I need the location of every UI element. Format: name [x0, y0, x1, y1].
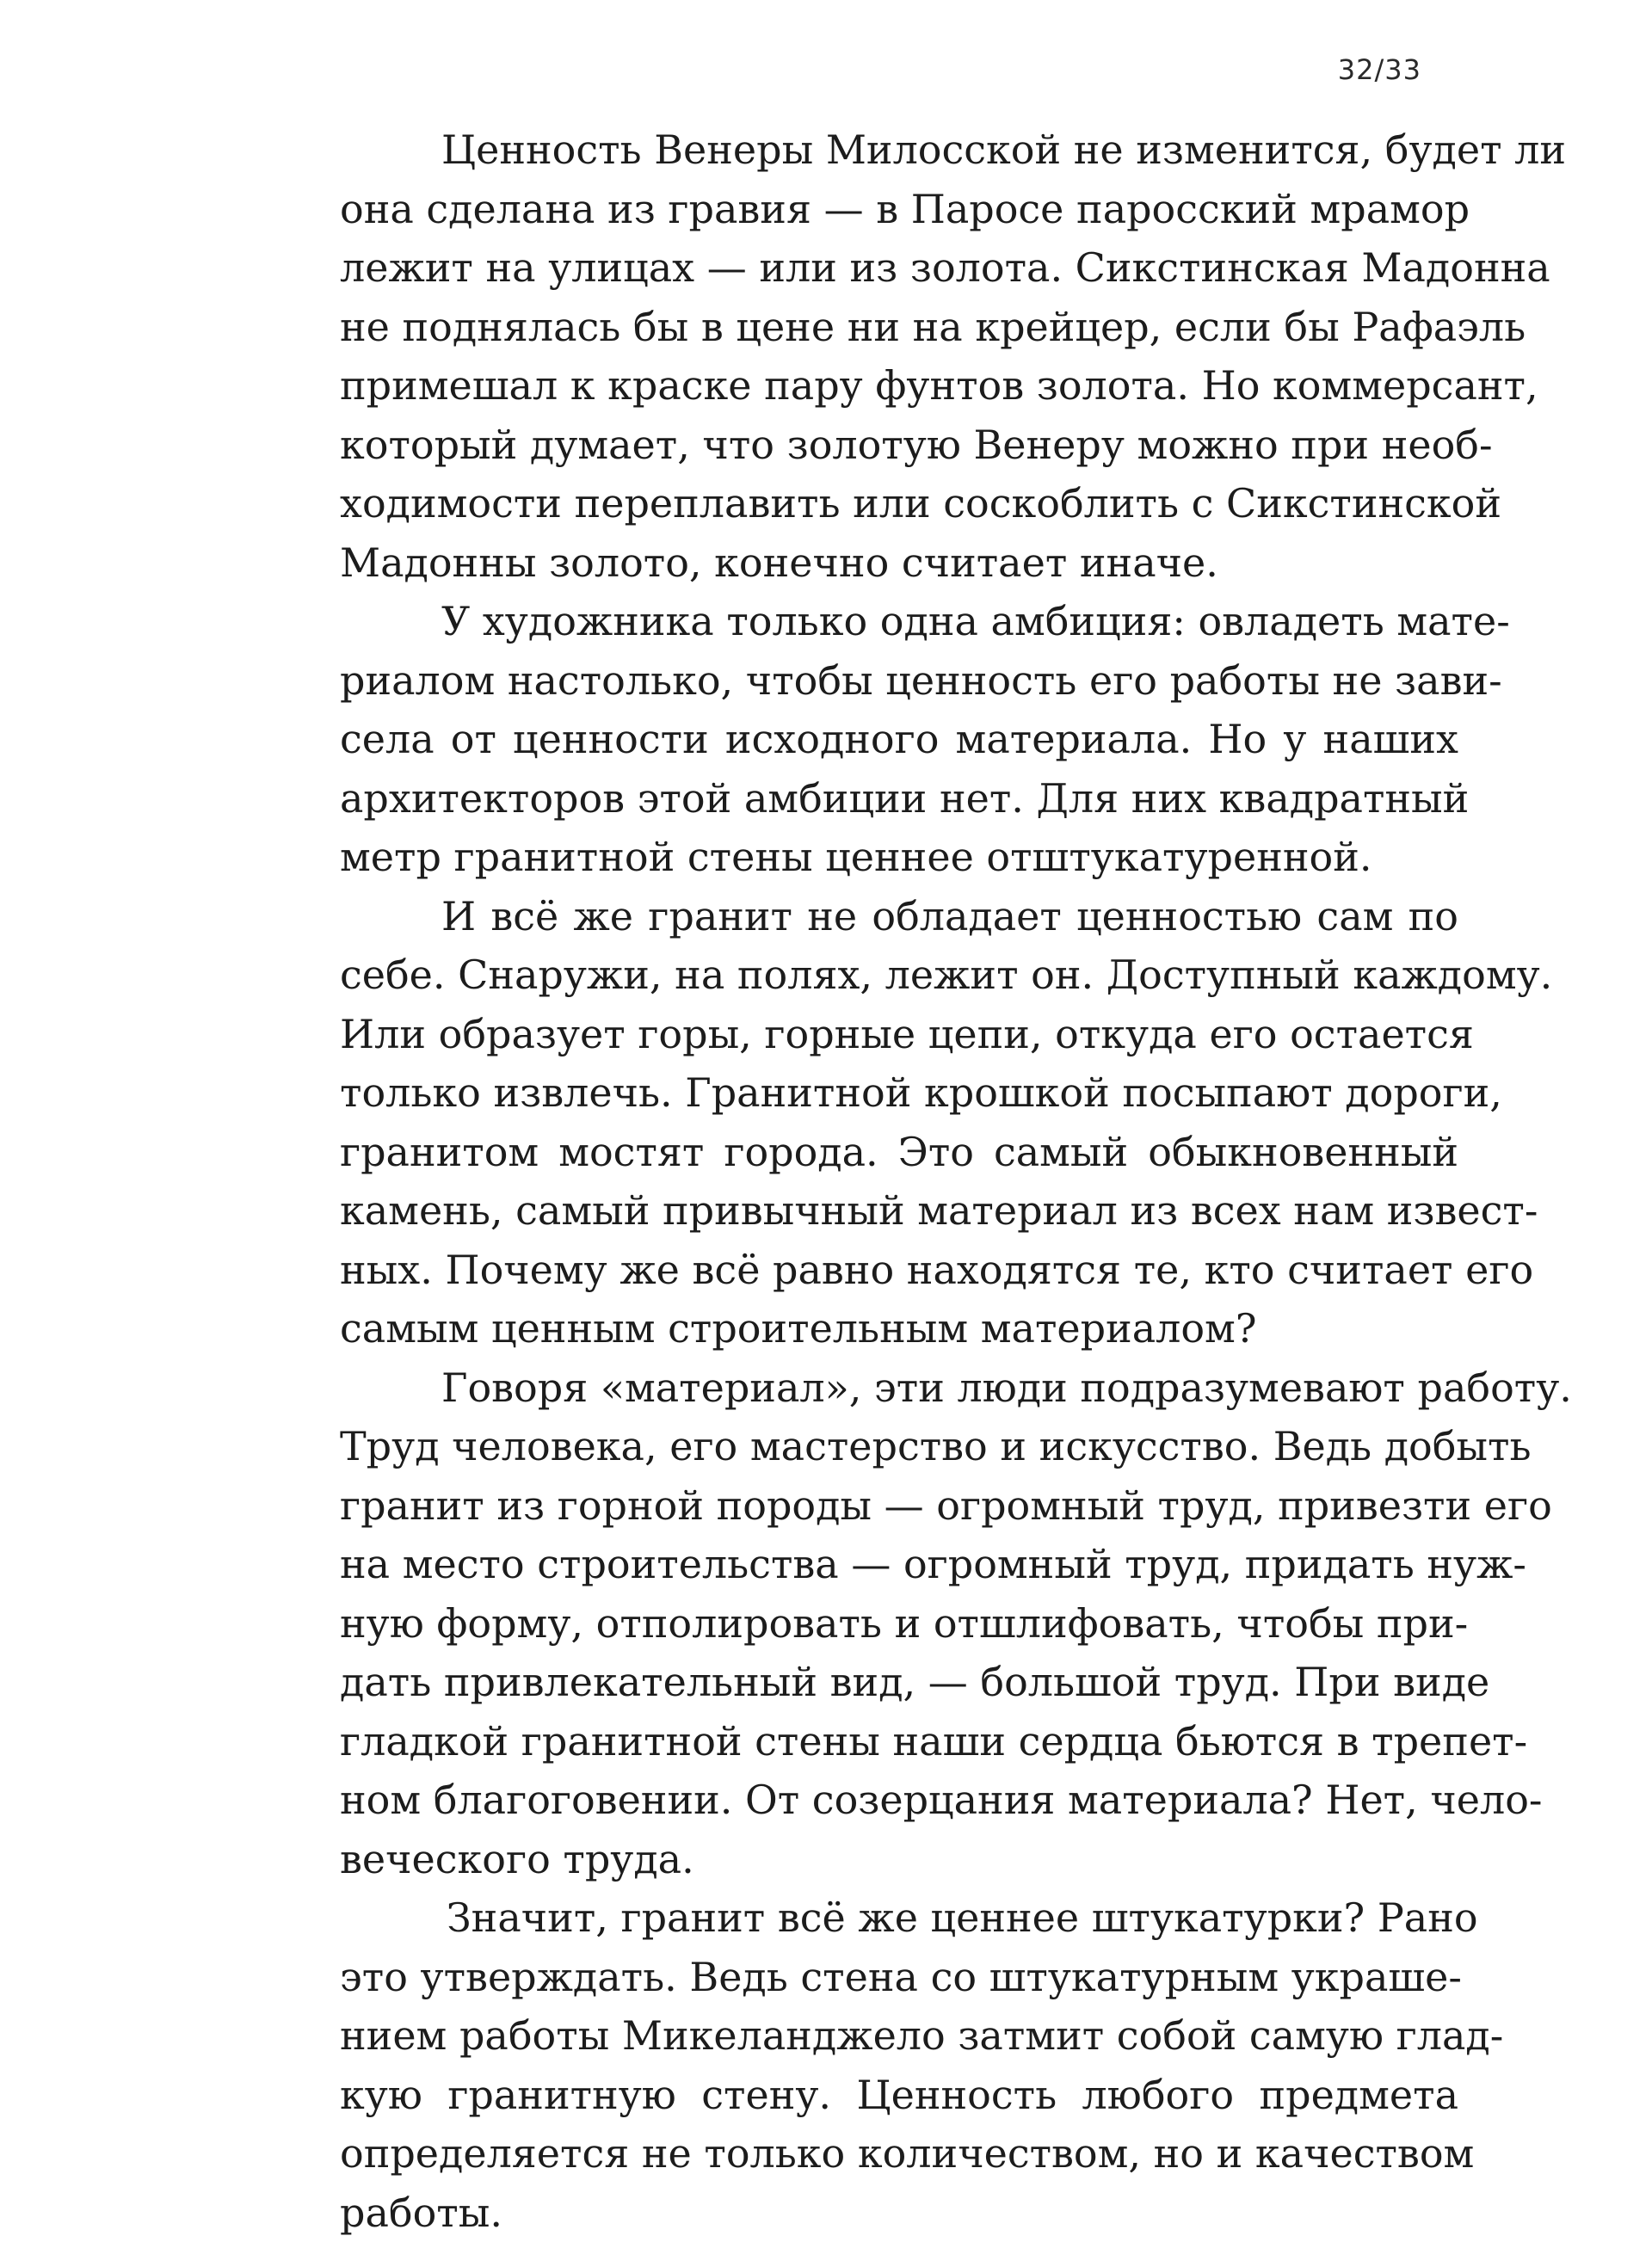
text-body: [340, 120, 1458, 2242]
paragraph: [340, 887, 1458, 1358]
text-line: самым ценным строительным материалом?: [340, 1299, 1458, 1358]
text-line: кую гранитную стену. Ценность любого предмета: [340, 2066, 1458, 2125]
text-line: примешал к краске пару фунтов золота. Но коммерсант,: [340, 356, 1458, 416]
text-line: гранитом мостят города. Это самый обыкновенный: [340, 1123, 1458, 1182]
paragraph: [340, 1358, 1458, 1889]
text-line: она сделана из гравия — в Паросе паросский мрамор: [340, 180, 1458, 239]
text-line: Или образует горы, горные цепи, откуда его остается: [340, 1005, 1458, 1064]
text-line: работы.: [340, 2183, 1458, 2242]
text-line: не поднялась бы в цене ни на крейцер, если бы Рафаэль: [340, 298, 1458, 357]
paragraph: [340, 1888, 1458, 2242]
text-line: определяется не только количеством, но и качеством: [340, 2124, 1458, 2183]
text-line: который думает, что золотую Венеру можно при необ-: [340, 416, 1458, 475]
text-line: только извлечь. Гранитной крошкой посыпают дороги,: [340, 1063, 1458, 1123]
text-line: ходимости переплавить или соскоблить с Сикстинской: [340, 474, 1458, 533]
text-line: села от ценности исходного материала. Но у наших: [340, 710, 1458, 769]
text-line: риалом настолько, чтобы ценность его работы не зави-: [340, 651, 1458, 711]
text-line: Труд человека, его мастерство и искусство. Ведь добыть: [340, 1417, 1458, 1476]
text-line: архитекторов этой амбиции нет. Для них квадратный: [340, 769, 1458, 828]
text-line: Значит, гранит всё же ценнее штукатурки? Рано: [340, 1888, 1458, 1948]
page-counter: 32/33: [1338, 53, 1421, 86]
text-line: ную форму, отполировать и отшлифовать, чтобы при-: [340, 1594, 1458, 1654]
text-line: нием работы Микеланджело затмит собой самую глад-: [340, 2006, 1458, 2066]
text-line: веческого труда.: [340, 1830, 1458, 1889]
text-line: это утверждать. Ведь стена со штукатурным украше-: [340, 1948, 1458, 2007]
paragraph: [340, 120, 1458, 592]
text-line: дать привлекательный вид, — большой труд. При виде: [340, 1653, 1458, 1712]
text-line: гранит из горной породы — огромный труд, привезти его: [340, 1476, 1458, 1536]
text-line: на место строительства — огромный труд, придать нуж-: [340, 1535, 1458, 1594]
paragraph: [340, 592, 1458, 887]
text-line: лежит на улицах — или из золота. Сикстинская Мадонна: [340, 238, 1458, 298]
text-line: И всё же гранит не обладает ценностью сам по: [340, 887, 1458, 946]
text-line: У художника только одна амбиция: овладеть мате-: [340, 592, 1458, 651]
text-line: Ценность Венеры Милосской не изменится, будет ли: [340, 120, 1458, 180]
text-line: гладкой гранитной стены наши сердца бьются в трепет-: [340, 1712, 1458, 1771]
text-line: Мадонны золото, конечно считает иначе.: [340, 533, 1458, 593]
text-line: себе. Снаружи, на полях, лежит он. Доступный каждому.: [340, 945, 1458, 1005]
text-line: камень, самый привычный материал из всех нам извест-: [340, 1181, 1458, 1241]
text-line: Говоря «материал», эти люди подразумевают работу.: [340, 1358, 1458, 1418]
text-line: ных. Почему же всё равно находятся те, кто считает его: [340, 1241, 1458, 1300]
text-line: ном благоговении. От созерцания материала? Нет, чело-: [340, 1771, 1458, 1830]
text-line: метр гранитной стены ценнее отштукатуренной.: [340, 828, 1458, 887]
